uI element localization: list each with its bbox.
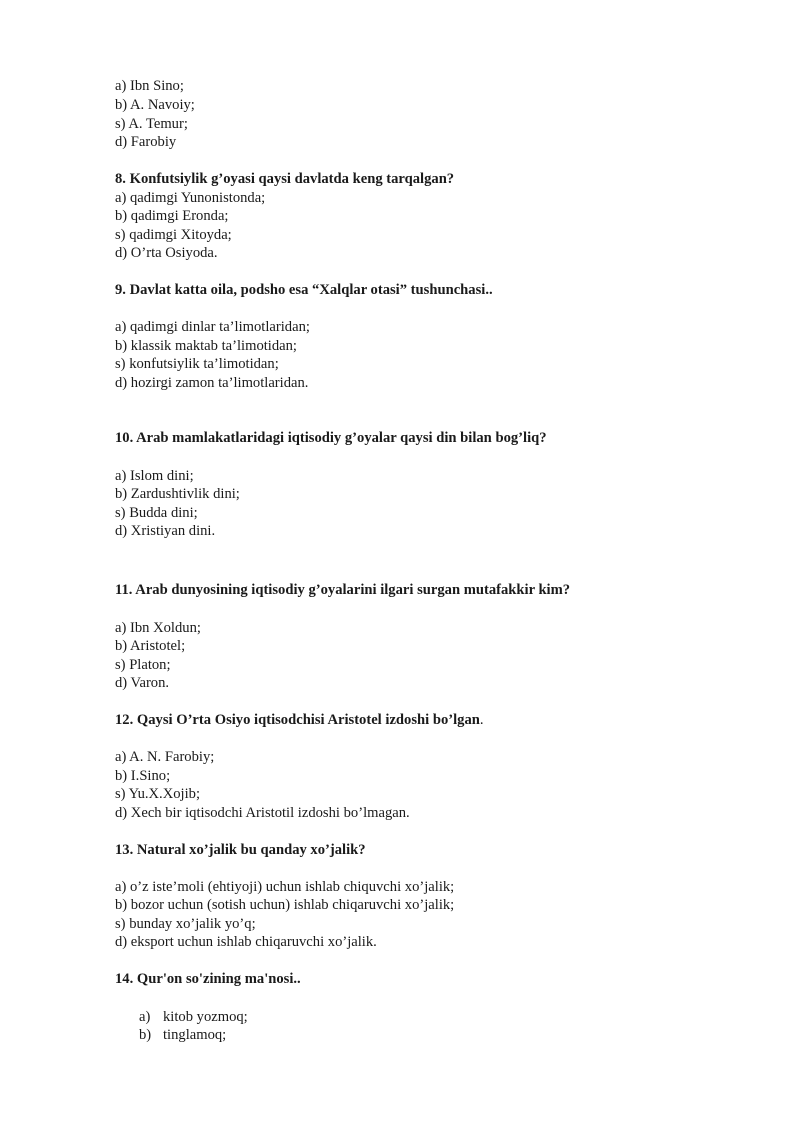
question-12-text: 12. Qaysi O’rta Osiyo iqtisodchisi Aristotel izdoshi bo’lgan [115,712,480,728]
option-text: s) Budda dini; [115,505,198,521]
option-text: a) o’z iste’moli (ehtiyoji) uchun ishlab chiquvchi xo’jalik; [115,879,455,895]
option-text: b) Zardushtivlik dini; [115,486,240,502]
option-text: b) bozor uchun (sotish uchun) ishlab chiqaruvchi xo’jalik; [115,897,455,913]
option-text: d) Varon. [115,675,170,691]
question-14-title: 14. Qur'on so'zining ma'nosi.. [115,971,301,987]
option-text: s) qadimgi Xitoyda; [115,227,232,243]
option-text: s) A. Temur; [115,116,188,132]
question-8-title: 8. Konfutsiylik g’oyasi qaysi davlatda keng tarqalgan? [115,171,455,187]
option-text: a) Islom dini; [115,468,194,484]
option-text: a) A. N. Farobiy; [115,749,215,765]
option-text: s) Platon; [115,657,171,673]
option-text: d) Farobiy [115,134,177,150]
option-text: d) eksport uchun ishlab chiqaruvchi xo’jalik. [115,934,377,950]
question-12-title [115,711,484,729]
option-text: b) A. Navoiy; [115,97,195,113]
option-text: d) Xech bir iqtisodchi Aristotil izdoshi bo’lmagan. [115,805,410,821]
option-text: a) Ibn Sino; [115,78,184,94]
option-text: a) qadimgi dinlar ta’limotlaridan; [115,319,310,335]
option-label: b) [139,1027,152,1043]
option-text: d) hozirgi zamon ta’limotlaridan. [115,375,309,391]
option-text: s) Yu.X.Xojib; [115,786,200,802]
option-text: b) qadimgi Eronda; [115,208,229,224]
question-9-title: 9. Davlat katta oila, podsho esa “Xalqlar otasi” tushunchasi.. [115,282,493,298]
option-text: a) qadimgi Yunonistonda; [115,190,266,206]
option-text: kitob yozmoq; [163,1009,248,1025]
option-text: tinglamoq; [163,1027,227,1043]
option-text: b) klassik maktab ta’limotidan; [115,338,297,354]
question-11-title: 11. Arab dunyosining iqtisodiy g’oyalarini ilgari surgan mutafakkir kim? [115,582,571,598]
option-label: a) [139,1009,151,1025]
option-text: s) konfutsiylik ta’limotidan; [115,356,279,372]
option-text: a) Ibn Xoldun; [115,620,201,636]
option-text: d) Xristiyan dini. [115,523,216,539]
option-text: b) Aristotel; [115,638,186,654]
question-10-title: 10. Arab mamlakatlaridagi iqtisodiy g’oyalar qaysi din bilan bog’liq? [115,430,547,446]
option-text: d) O’rta Osiyoda. [115,245,218,261]
question-12-period: . [479,712,484,728]
question-13-title: 13. Natural xo’jalik bu qanday xo’jalik? [115,842,366,858]
option-text: s) bunday xo’jalik yo’q; [115,916,256,932]
option-text: b) I.Sino; [115,768,171,784]
